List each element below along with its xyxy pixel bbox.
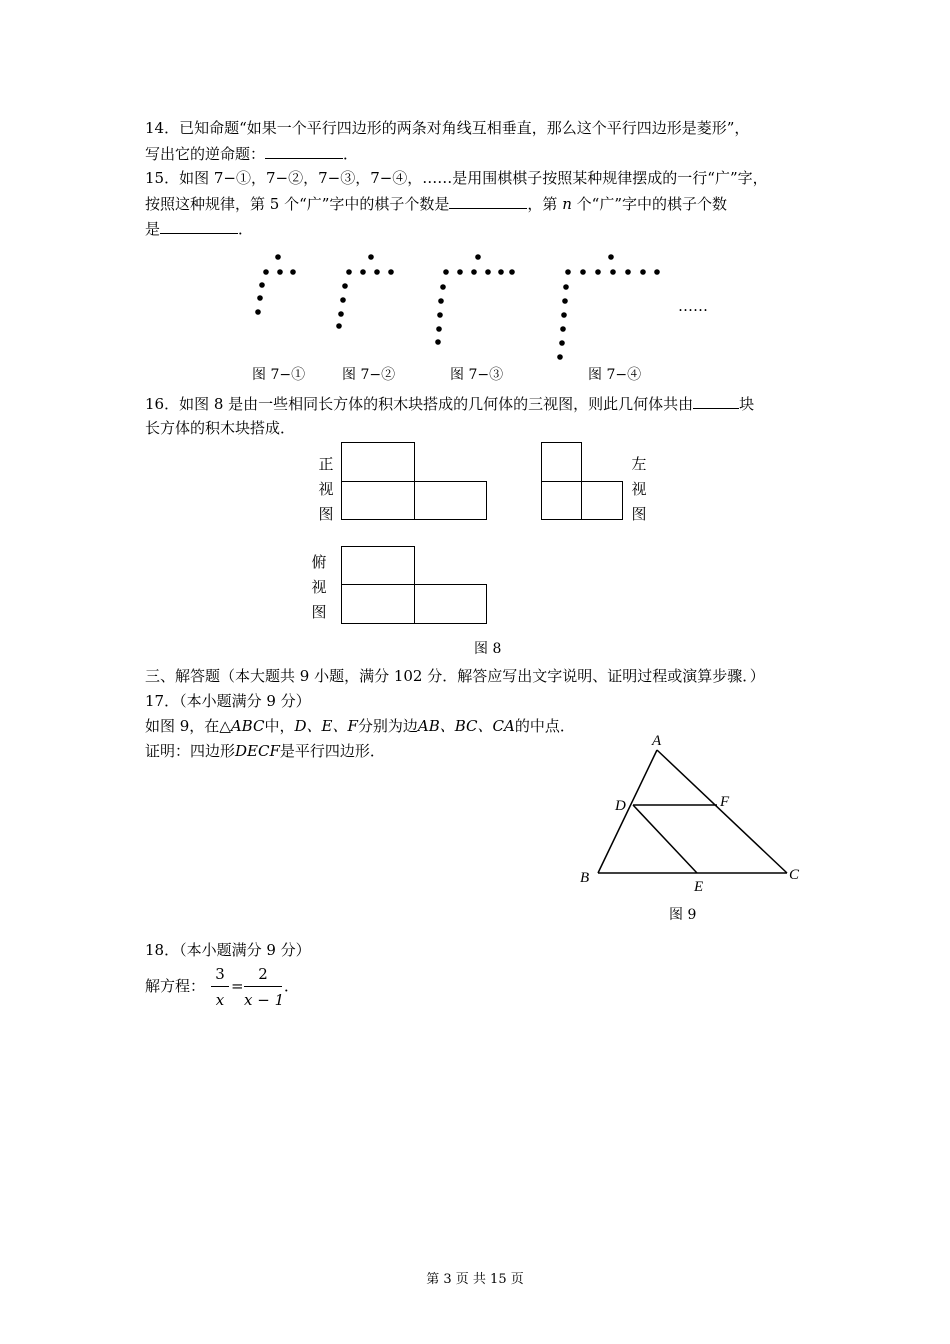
left-view-cell xyxy=(581,481,623,520)
label-e: E xyxy=(694,879,704,895)
q17-sides: AB、BC、CA xyxy=(417,717,515,735)
q17-l1-a: 如图 9，在 xyxy=(145,717,220,735)
left-view-label-2: 视 xyxy=(631,480,647,498)
q17-l1-b: 中， xyxy=(264,717,295,735)
figure-7-4 xyxy=(557,254,660,360)
label-d: D xyxy=(615,798,626,814)
figure-7-ellipsis: …… xyxy=(678,297,708,315)
q16-answer-blank[interactable] xyxy=(693,393,739,409)
q15-line2 xyxy=(145,193,727,214)
top-view-cell xyxy=(414,584,487,624)
label-a: A xyxy=(652,733,662,749)
q14-line1: 14．已知命题“如果一个平行四边形的两条对角线互相垂直，那么这个平行四边形是菱形”， xyxy=(145,119,750,137)
label-c: C xyxy=(789,867,800,883)
top-view-cell xyxy=(341,584,415,624)
page-footer: 第 3 页 共 15 页 xyxy=(426,1272,524,1287)
lhs-denominator: x xyxy=(215,991,225,1009)
lhs-fraction-bar xyxy=(211,986,229,987)
figure-7-3-caption: 图 7−③ xyxy=(450,367,504,383)
q17-l1-d: 的中点． xyxy=(514,717,575,735)
figure-8-caption: 图 8 xyxy=(474,641,502,657)
top-view-label-3: 图 xyxy=(311,603,327,621)
q15-line3-suffix: ． xyxy=(238,220,254,238)
q16-line1 xyxy=(145,393,754,414)
front-view-label-2: 视 xyxy=(318,480,334,498)
segment-de xyxy=(633,805,697,873)
q15-line2-b: ，第 xyxy=(527,195,558,213)
side-ab xyxy=(598,750,657,873)
q16-line2: 长方体的积木块搭成． xyxy=(145,419,296,437)
figure-9 xyxy=(0,733,950,940)
q17-header: 17．（本小题满分 9 分） xyxy=(145,692,311,710)
q14-answer-blank[interactable] xyxy=(265,143,343,159)
figure-7-1 xyxy=(255,254,296,315)
figure-7-2 xyxy=(336,254,394,329)
rhs-numerator: 2 xyxy=(258,965,268,983)
lhs-numerator: 3 xyxy=(215,965,225,983)
q15-answer-blank-1[interactable] xyxy=(449,193,527,209)
q15-line2-a: 按照这种规律，第 5 个“广”字中的棋子个数是 xyxy=(145,195,450,213)
figure-7-3 xyxy=(435,254,515,345)
figure-7-4-caption: 图 7−④ xyxy=(588,367,642,383)
q14-line2-suffix: ． xyxy=(343,145,359,163)
figure-7-2-caption: 图 7−② xyxy=(342,367,396,383)
q18-prefix: 解方程： xyxy=(145,977,206,995)
figure-9-caption: 图 9 xyxy=(669,907,697,923)
q14-line2 xyxy=(145,143,358,164)
q17-triangle: △ABC xyxy=(219,717,265,735)
left-view-cell xyxy=(541,442,582,482)
q15-line2-c: 个“广”字中的棋子个数 xyxy=(576,195,728,213)
front-view-cell xyxy=(414,481,487,520)
q17-line1 xyxy=(145,716,575,736)
front-view-label-1: 正 xyxy=(318,455,334,473)
q17-l2-b: 是平行四边形． xyxy=(279,742,385,760)
rhs-denominator: x − 1 xyxy=(244,991,285,1009)
left-view-label-3: 图 xyxy=(631,505,647,523)
left-view-cell xyxy=(541,481,582,520)
q15-line3-prefix: 是 xyxy=(145,220,161,238)
q17-quadrilateral: DECF xyxy=(235,742,280,760)
top-view-label-2: 视 xyxy=(311,578,327,596)
q14-line2-prefix: 写出它的逆命题： xyxy=(145,145,266,163)
section-3-title: 三、解答题（本大题共 9 小题，满分 102 分．解答应写出文字说明、证明过程或演算步骤．） xyxy=(145,667,765,685)
rhs-fraction-bar xyxy=(244,986,282,987)
q15-variable-n: n xyxy=(562,195,572,213)
label-f: F xyxy=(720,794,730,810)
q17-points: D、E、F xyxy=(294,717,358,735)
front-view-cell xyxy=(341,442,415,482)
q16-line1-prefix: 16．如图 8 是由一些相同长方体的积木块搭成的几何体的三视图，则此几何体共由 xyxy=(145,395,694,413)
q17-l2-a: 证明：四边形 xyxy=(145,742,236,760)
figure-7 xyxy=(0,245,950,375)
q15-line3 xyxy=(145,218,253,239)
q17-l1-c: 分别为边 xyxy=(357,717,418,735)
left-view-label-1: 左 xyxy=(631,455,647,473)
q15-line1: 15．如图 7−①，7−②，7−③，7−④，……是用围棋棋子按照某种规律摆成的一行“广”字， xyxy=(145,169,768,187)
top-view-cell xyxy=(341,546,415,585)
label-b: B xyxy=(580,870,590,886)
equals-sign: = xyxy=(231,977,244,995)
q16-line1-suffix: 块 xyxy=(739,395,755,413)
q15-answer-blank-2[interactable] xyxy=(160,218,238,234)
figure-7-1-caption: 图 7−① xyxy=(252,367,306,383)
top-view-label-1: 俯 xyxy=(311,553,327,571)
q18-end: ． xyxy=(284,977,300,995)
side-ac xyxy=(657,750,787,873)
q18-header: 18．（本小题满分 9 分） xyxy=(145,941,311,959)
front-view-label-3: 图 xyxy=(318,505,334,523)
front-view-cell xyxy=(341,481,415,520)
